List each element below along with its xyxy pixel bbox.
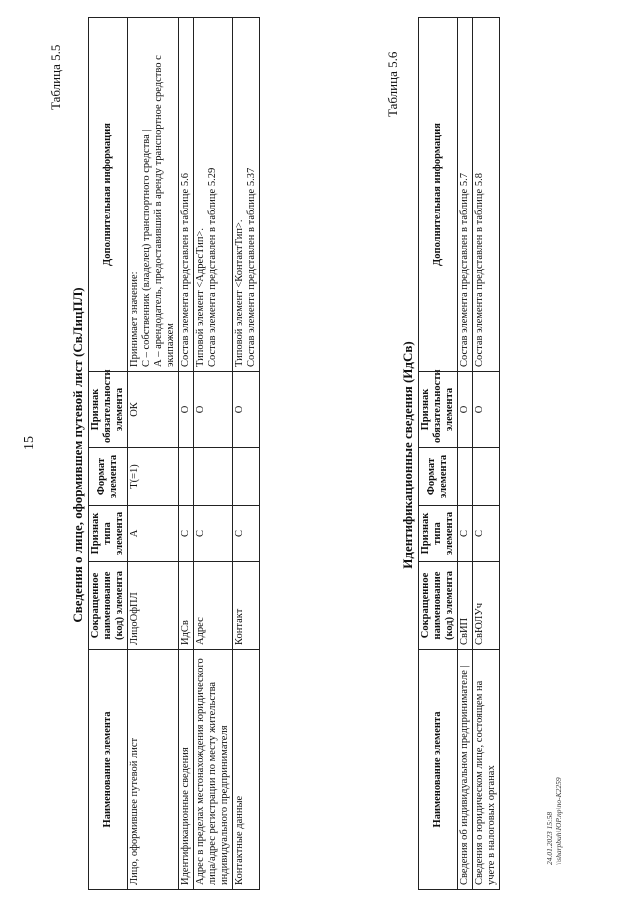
element-format-cell <box>473 448 500 506</box>
element-required-cell: О <box>179 372 194 448</box>
table-row <box>194 18 233 890</box>
element-code-cell: ИдСв <box>179 562 194 650</box>
element-info-cell <box>194 18 233 372</box>
element-name-cell: Адрес в пределах местонахождения юридического лица/адрес регистрации по месту жительства индивидуального предпринимателя <box>194 650 233 890</box>
header-cell: Признак типа элемента <box>89 506 128 562</box>
table-row <box>128 18 179 890</box>
table-header-row <box>419 18 458 890</box>
element-name-cell: Сведения о юридическом лице, состоящем на учете в налоговых органах <box>473 650 500 890</box>
element-code-cell: СвЮЛУч <box>473 562 500 650</box>
header-cell: Сокращенное наименование (код) элемента <box>89 562 128 650</box>
element-code-cell: Адрес <box>194 562 233 650</box>
header-cell: Наименование элемента <box>89 650 128 890</box>
info-line: Типовой элемент <АдресТип>. <box>195 228 206 367</box>
header-cell: Признак обязательности элемента <box>89 372 128 448</box>
file-stamp <box>545 777 563 865</box>
element-required-cell: О <box>473 372 500 448</box>
element-format-cell <box>194 448 233 506</box>
info-line: Типовой элемент <КонтактТип>. <box>234 219 245 367</box>
info-line: Принимает значение: <box>129 271 140 367</box>
header-cell: Формат элемента <box>419 448 458 506</box>
header-cell: Признак обязательности элемента <box>419 372 458 448</box>
element-info-cell <box>128 18 179 372</box>
element-required-cell: О <box>194 372 233 448</box>
header-cell: Дополнительная информация <box>89 18 128 372</box>
element-info-cell: Состав элемента представлен в таблице 5.7 <box>458 18 473 372</box>
element-required-cell: ОК <box>128 372 179 448</box>
header-cell: Дополнительная информация <box>419 18 458 372</box>
element-type-cell: С <box>233 506 260 562</box>
element-name-cell: Лицо, оформившее путевой лист <box>128 650 179 890</box>
element-type-cell: С <box>194 506 233 562</box>
stamp-date: 24.01.2023 15:58 <box>545 811 554 865</box>
element-info-cell: Состав элемента представлен в таблице 5.8 <box>473 18 500 372</box>
element-type-cell: А <box>128 506 179 562</box>
table-row <box>473 18 500 890</box>
element-required-cell: О <box>458 372 473 448</box>
element-type-cell: С <box>473 506 500 562</box>
info-line: Состав элемента представлен в таблице 5.37 <box>246 167 257 367</box>
element-format-cell <box>458 448 473 506</box>
page-number: 15 <box>22 436 37 450</box>
table-header-row <box>89 18 128 890</box>
header-cell: Наименование элемента <box>419 650 458 890</box>
element-type-cell: С <box>179 506 194 562</box>
info-line: Состав элемента представлен в таблице 5.6 <box>180 173 191 367</box>
element-info-cell <box>179 18 194 372</box>
element-code-cell: ЛицоОфПЛ <box>128 562 179 650</box>
stamp-path: \\sharpbuh\ЮР.пр\no-К2259 <box>554 777 563 865</box>
header-cell: Признак типа элемента <box>419 506 458 562</box>
info-line: Состав элемента представлен в таблице 5.29 <box>207 167 218 367</box>
table-5-5-label: Таблица 5.5 <box>48 44 63 110</box>
info-line: С – собственник (владелец) транспортного средства | <box>141 129 152 367</box>
element-format-cell <box>179 448 194 506</box>
element-code-cell: Контакт <box>233 562 260 650</box>
table-5-5 <box>88 17 260 890</box>
element-info-cell <box>233 18 260 372</box>
element-format-cell <box>233 448 260 506</box>
element-name-cell: Контактные данные <box>233 650 260 890</box>
element-code-cell: СвИП <box>458 562 473 650</box>
table-row <box>179 18 194 890</box>
element-type-cell: С <box>458 506 473 562</box>
table-5-6 <box>418 17 500 890</box>
table-5-6-title: Идентификационные сведения (ИдСв) <box>400 341 415 569</box>
element-name-cell: Идентификационные сведения <box>179 650 194 890</box>
table-row <box>233 18 260 890</box>
table-5-6-label: Таблица 5.6 <box>385 51 400 117</box>
header-cell: Формат элемента <box>89 448 128 506</box>
element-format-cell: Т(=1) <box>128 448 179 506</box>
table-row <box>458 18 473 890</box>
header-cell: Сокращенное наименование (код) элемента <box>419 562 458 650</box>
info-line: А – арендодатель, предоставивший в аренду транспортное средство с экипажем <box>153 55 176 367</box>
element-required-cell: О <box>233 372 260 448</box>
table-5-5-title: Сведения о лице, оформившем путевой лист (СвЛицПЛ) <box>70 287 85 623</box>
element-name-cell: Сведения об индивидуальном предпринимателе | <box>458 650 473 890</box>
